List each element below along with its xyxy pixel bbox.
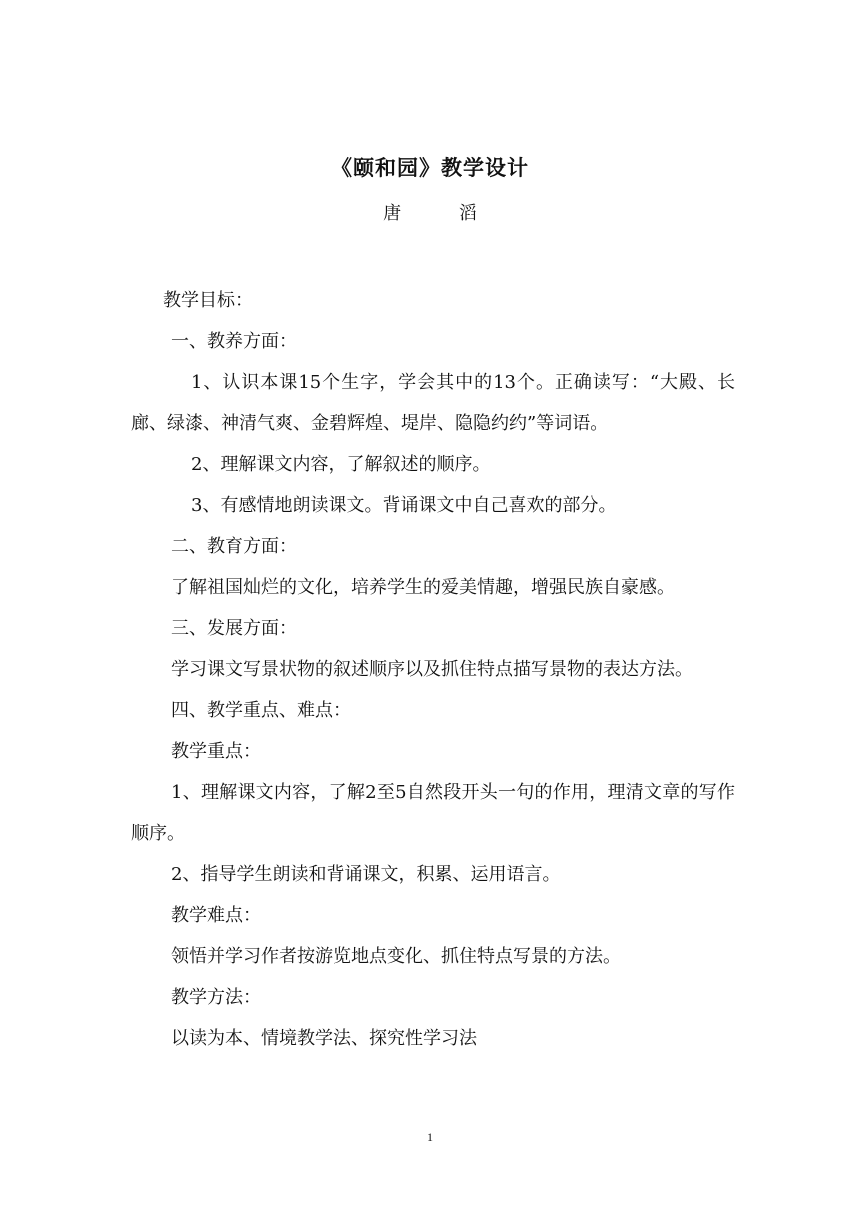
method-heading: 教学方法： — [171, 987, 261, 1008]
document-body — [131, 280, 735, 1059]
difficulty-text: 领悟并学习作者按游览地点变化、抓住特点写景的方法。 — [171, 946, 621, 967]
section2-text: 了解祖国灿烂的文化，培养学生的爱美情趣，增强民族自豪感。 — [171, 577, 675, 598]
key-point-1: 1、理解课文内容，了解2至5自然段开头一句的作用，理清文章的写作顺序。 — [131, 782, 735, 844]
goal-item-1: 1、认识本课15个生字，学会其中的13个。正确读写：“大殿、长廊、绿漆、神清气爽、金碧辉煌、堤岸、隐隐约约”等词语。 — [131, 372, 735, 434]
difficulty-heading: 教学难点： — [171, 905, 261, 926]
goals-heading: 教学目标： — [163, 290, 253, 311]
section2-heading: 二、教育方面： — [171, 536, 297, 557]
document-title: 《颐和园》教学设计 — [331, 156, 529, 180]
goal-item-3: 3、有感情地朗读课文。背诵课文中自己喜欢的部分。 — [191, 495, 617, 516]
section3-text: 学习课文写景状物的叙述顺序以及抓住特点描写景物的表达方法。 — [171, 659, 693, 680]
method-text: 以读为本、情境教学法、探究性学习法 — [171, 1028, 477, 1049]
goal-item-2: 2、理解课文内容，了解叙述的顺序。 — [191, 454, 491, 475]
section4-heading: 四、教学重点、难点： — [171, 700, 351, 721]
page-number: 1 — [427, 1130, 433, 1144]
key-points-heading: 教学重点： — [171, 741, 261, 762]
key-point-2: 2、指导学生朗读和背诵课文，积累、运用语言。 — [171, 864, 561, 885]
section3-heading: 三、发展方面： — [171, 618, 297, 639]
section1-heading: 一、教养方面： — [171, 331, 297, 352]
document-author: 唐 滔 — [383, 203, 503, 224]
